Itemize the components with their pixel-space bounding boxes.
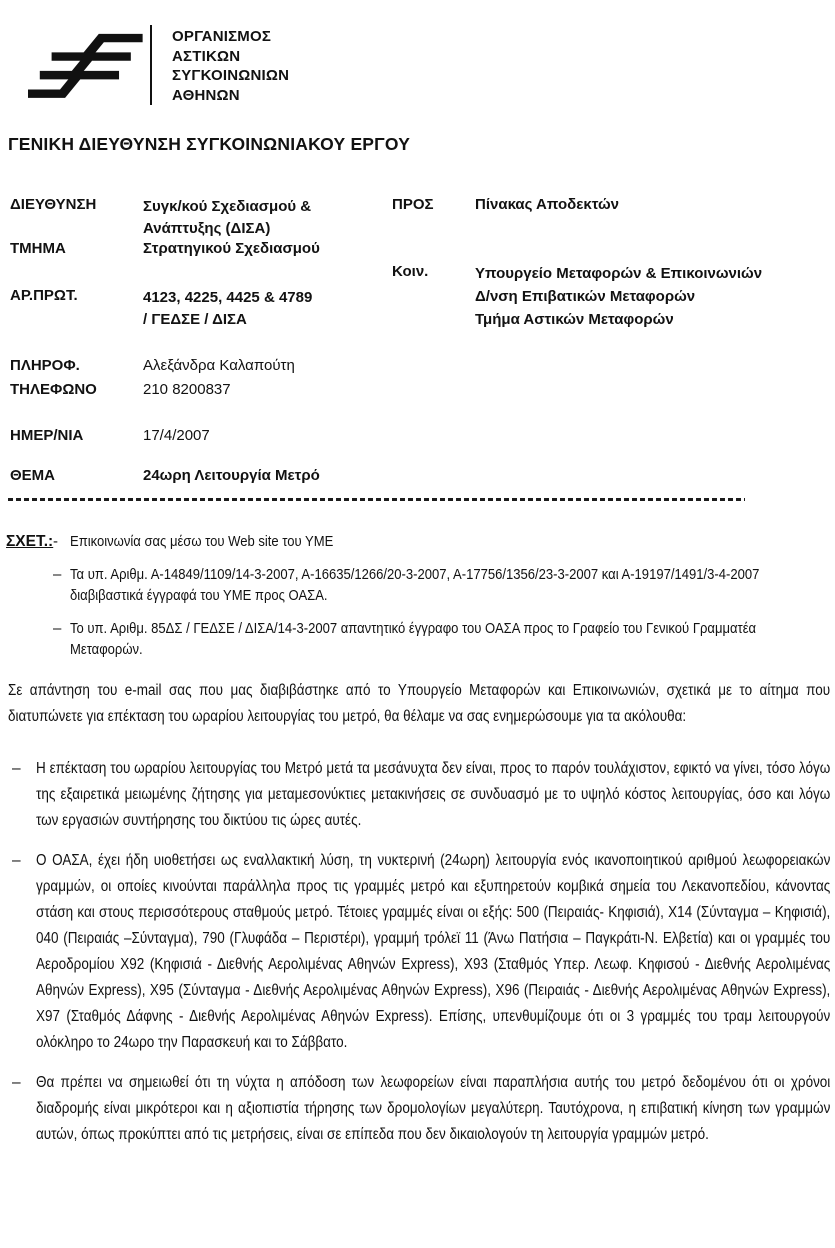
protocol-number-value (143, 287, 312, 331)
oasa-logo-icon (28, 26, 146, 104)
division-title: ΓΕΝΙΚΗ ΔΙΕΥΘΥΝΣΗ ΣΥΓΚΟΙΝΩΝΙΑΚΟΥ ΕΡΓΟΥ (8, 134, 411, 154)
references-label: ΣΧΕΤ.: (6, 533, 54, 550)
references-list (53, 531, 835, 660)
bullet-text: Η επέκταση του ωραρίου λειτουργίας του Μετρό μετά τα μεσάνυχτα δεν είναι, προς το παρόν τουλάχιστον, εφικτό να γίνει, τόσο λόγω της εξαιρετικά μειωμένης ζήτησης για μεταμεσονύκτιες μετακινήσεις σε συνδυασμό με το υψηλό κόστος λειτουργίας, όσο και λόγω των εργασιών συντήρησης του δικτύου τις ώρες αυτές. (36, 760, 831, 829)
org-name-line: ΑΣΤΙΚΩΝ (172, 47, 241, 65)
to-label: ΠΡΟΣ (392, 196, 434, 213)
org-name-line: ΣΥΓΚΟΙΝΩΝΙΩΝ (172, 67, 290, 84)
org-name (172, 27, 289, 105)
letterhead (0, 0, 835, 517)
phone-label: ΤΗΛΕΦΩΝΟ (10, 381, 97, 398)
department-value: Στρατηγικού Σχεδιασμού (143, 240, 320, 257)
bullet-dash-marker: – (12, 760, 21, 777)
cc-line: Δ/νση Επιβατικών Μεταφορών (475, 288, 696, 305)
cc-value (475, 262, 762, 331)
date-value: 17/4/2007 (143, 427, 210, 444)
bullet-text: Ο ΟΑΣΑ, έχει ήδη υιοθετήσει ως εναλλακτική λύση, τη νυκτερινή (24ωρη) λειτουργία ενός ικανοποιητικού αριθμού λεωφορειακών γραμμών, οι οποίες κινούνται παράλληλα προς τις γραμμές μετρό και εξυπηρετούν κομβικά σημεία του Λεκανοπεδίου, κάνοντας στάση και στους περισσότερους σταθμούς μετρό. Τέτοιες γραμμές είναι οι εξής: 500 (Πειραιάς- Κηφισιά), Χ14 (Σύνταγμα – Κηφισιά), 040 (Πειραιάς –Σύνταγμα), 790 (Γλυφάδα – Περιστέρι), γραμμή τρόλεϊ 11 (Άνω Πατήσια – Παγκράτι-Ν. Ελβετία) και οι γραμμές του Αεροδρομίου Χ92 (Κηφισιά - Διεθνής Αερολιμένας Αθηνών Express), Χ93 (Σταθμός Υπερ. Λεωφ. Κηφισού - Διεθνής Αερολιμένας Αθηνών Express), Χ95 (Σύνταγμα - Διεθνής Αερολιμένας Αθηνών Express), Χ96 (Πειραιάς - Διεθνής Αερολιμένας Αθηνών Express), Χ97 (Σταθμός Δάφνης - Διεθνής Αερολιμένας Αθηνών Express). Επίσης, υπενθυμίζουμε ότι οι 3 γραμμές του τραμ λειτουργούν ολόκληρο το 24ωρο την Παρασκευή και το Σάββατο. (36, 852, 831, 1051)
references-section (0, 531, 835, 663)
reference-item (53, 618, 835, 660)
intro-paragraph: Σε απάντηση του e-mail σας που μας διαβιβάστηκε από το Υπουργείο Μεταφορών και Επικοινωνιών, σχετικά με το αίτημα που διατυπώνετε για επέκταση του ωραρίου λειτουργίας του μετρό, θα θέλαμε να σας ενημερώσουμε για τα ακόλουθα: (8, 682, 831, 725)
bullet-list (0, 756, 835, 1148)
cc-line: Υπουργείο Μεταφορών & Επικοινωνιών (475, 265, 763, 282)
reference-item-text: Επικοινωνία σας μέσω του Web site του ΥΜΕ (70, 533, 334, 550)
reference-item-marker: - (53, 533, 58, 550)
reference-item (53, 564, 835, 606)
logo-divider (150, 25, 152, 105)
direction-value-line: Ανάπτυξης (ΔΙΣΑ) (143, 220, 271, 237)
subject-label: ΘΕΜΑ (10, 467, 55, 484)
subject-value: 24ωρη Λειτουργία Μετρό (143, 467, 320, 484)
direction-value-line: Συγκ/κού Σχεδιασμού & (143, 198, 312, 215)
letter-body (0, 678, 835, 1148)
reference-item-text: Τα υπ. Αριθμ. Α-14849/1109/14-3-2007, Α-16635/1266/20-3-2007, Α-17756/1356/23-3-2007 και Α-19197/1491/3-4-2007 διαβιβαστικά έγγραφά του ΥΜΕ προς ΟΑΣΑ. (70, 566, 760, 604)
bullet-dash-marker: – (12, 852, 21, 869)
reference-item-text: Το υπ. Αριθμ. 85ΔΣ / ΓΕΔΣΕ / ΔΙΣΑ/14-3-2007 απαντητικό έγγραφο του ΟΑΣΑ προς το Γραφείο του Γενικού Γραμματέα Μεταφορών. (70, 620, 757, 658)
protocol-value-line: 4123, 4225, 4425 & 4789 (143, 289, 313, 306)
org-name-line: ΑΘΗΝΩΝ (172, 86, 240, 104)
direction-value (143, 196, 311, 240)
dashed-separator (8, 498, 745, 501)
date-label: ΗΜΕΡ/ΝΙΑ (10, 427, 84, 444)
cc-label: Κοιν. (392, 263, 429, 280)
to-value: Πίνακας Αποδεκτών (475, 196, 619, 213)
reference-item-marker: – (53, 620, 62, 637)
org-name-line: ΟΡΓΑΝΙΣΜΟΣ (172, 28, 272, 45)
department-label: ΤΜΗΜΑ (10, 240, 66, 257)
protocol-value-line: / ΓΕΔΣΕ / ΔΙΣΑ (143, 311, 247, 328)
phone-value: 210 8200837 (143, 381, 231, 398)
bullet-text: Θα πρέπει να σημειωθεί ότι τη νύχτα η απόδοση των λεωφορείων είναι παραπλήσια αυτής του μετρό δεδομένου ότι οι χρόνοι διαδρομής είναι μικρότεροι και η αξιοπιστία τήρησης των δρομολογίων μεγαλύτερη. Ταυτόχρονα, η επιβατική κίνηση των γραμμών αυτών, όπως προκύπτει από τις μετρήσεις, είναι σε επίπεδα που δεν δικαιολογούν τη λειτουργία γραμμών μετρό. (36, 1074, 831, 1143)
info-contact-value: Αλεξάνδρα Καλαπούτη (143, 357, 295, 374)
direction-label: ΔΙΕΥΘΥΝΣΗ (10, 196, 97, 213)
reference-item-marker: – (53, 566, 62, 583)
bullet-dash-marker: – (12, 1074, 21, 1091)
bullet-item (0, 848, 835, 1056)
bullet-item (0, 756, 835, 834)
cc-line: Τμήμα Αστικών Μεταφορών (475, 311, 674, 328)
info-contact-label: ΠΛΗΡΟΦ. (10, 357, 80, 374)
protocol-number-label: ΑΡ.ΠΡΩΤ. (10, 287, 78, 304)
reference-item (53, 531, 835, 552)
bullet-item (0, 1070, 835, 1148)
